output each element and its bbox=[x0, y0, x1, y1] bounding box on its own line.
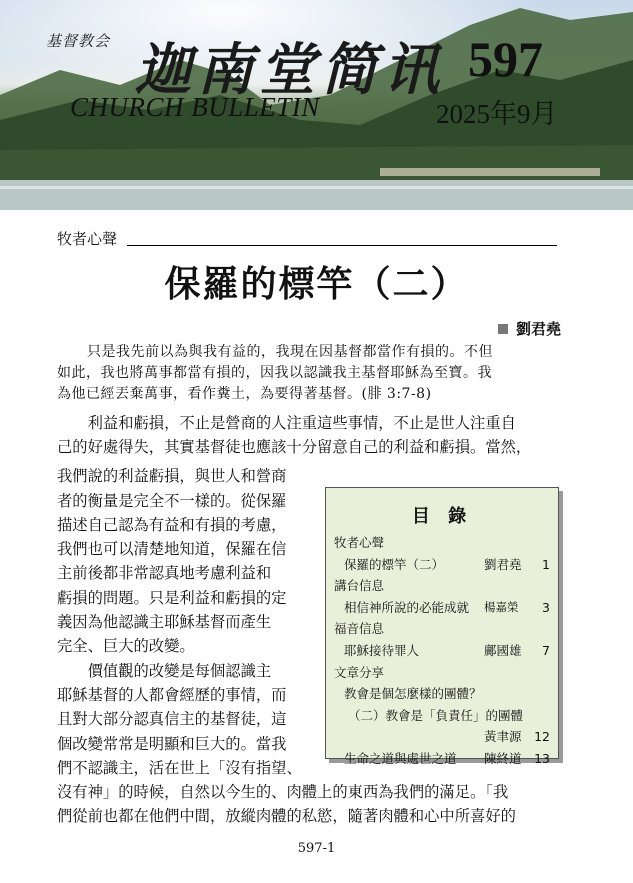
article-title: 保羅的標竿（二） bbox=[164, 264, 469, 305]
toc-entry[interactable] bbox=[334, 640, 550, 662]
toc-entry-author: 鄺國雄 bbox=[484, 642, 522, 658]
body-line: 且對大部分認真信主的基督徒，這 bbox=[57, 710, 287, 728]
toc-entry-author: 黃聿源 bbox=[484, 729, 522, 745]
bulletin-calligraphy-title: 迦南堂简讯 bbox=[135, 37, 445, 103]
author-name: 劉君堯 bbox=[515, 320, 561, 338]
toc-entry-title: （二）教會是「負責任」的團體 bbox=[348, 707, 524, 723]
toc-category[interactable] bbox=[334, 618, 550, 640]
toc-entry[interactable] bbox=[334, 554, 550, 576]
body-line: 利益和虧損，不止是營商的人注重這些事情，不止是世人注重自 bbox=[57, 414, 516, 432]
body-line: 完全、巨大的改變。 bbox=[57, 637, 195, 655]
toc-entry[interactable] bbox=[334, 705, 550, 727]
table-of-contents bbox=[325, 487, 559, 766]
toc-title: 目 錄 bbox=[411, 506, 473, 527]
quote-line: 為他已經丟棄萬事，看作糞土，為要得著基督。(腓 3:7-8) bbox=[57, 386, 432, 402]
issue-number: 597 bbox=[468, 31, 543, 87]
toc-entry-page: 1 bbox=[542, 556, 550, 572]
toc-entry-title: 福音信息 bbox=[334, 621, 385, 637]
toc-entry-page: 13 bbox=[534, 750, 550, 766]
toc-entry-page: 3 bbox=[542, 599, 550, 615]
toc-category[interactable] bbox=[334, 532, 550, 554]
toc-list bbox=[334, 532, 550, 770]
body-line: 我們也可以清楚地知道，保羅在信 bbox=[57, 540, 287, 558]
body-line: 耶穌基督的人都會經歷的事情，而 bbox=[57, 686, 287, 704]
toc-entry[interactable] bbox=[334, 683, 550, 705]
toc-entry-title: 牧者心聲 bbox=[334, 535, 385, 550]
toc-entry[interactable] bbox=[334, 726, 550, 748]
toc-entry[interactable] bbox=[334, 748, 550, 770]
section-label: 牧者心聲 bbox=[57, 230, 118, 248]
toc-entry-page: 12 bbox=[534, 729, 550, 745]
toc-entry-title: 保羅的標竿（二） bbox=[344, 556, 445, 572]
bulletin-english-title: CHURCH BULLETIN bbox=[70, 92, 320, 122]
section-divider bbox=[127, 245, 557, 246]
toc-entry-title: 教會是個怎麼樣的團體？ bbox=[344, 686, 482, 702]
toc-entry[interactable] bbox=[334, 597, 550, 619]
body-line: 我們說的利益虧損，與世人和營商 bbox=[57, 467, 287, 485]
body-line: 沒有神」的時候，自然以今生的、肉體上的東西為我們的滿足。「我 bbox=[57, 783, 509, 801]
toc-entry-title: 耶穌接待罪人 bbox=[344, 642, 420, 658]
body-line: 虧損的問題。只是利益和虧損的定 bbox=[57, 589, 287, 607]
toc-entry-author: 楊嘉榮 bbox=[484, 599, 519, 614]
toc-entry-title: 相信神所說的必能成就 bbox=[344, 599, 470, 615]
body-line: 描述自己認為有益和有損的考慮， bbox=[57, 516, 287, 534]
body-line: 義因為他認識主耶穌基督而產生 bbox=[57, 613, 272, 631]
square-bullet-icon bbox=[498, 324, 508, 334]
toc-entry-author: 陳終道 bbox=[484, 750, 522, 766]
toc-entry-title: 文章分享 bbox=[334, 664, 385, 680]
toc-entry-page: 7 bbox=[542, 642, 550, 658]
church-name-small: 基督教会 bbox=[46, 32, 111, 50]
body-line: 主前後都非常認真地考慮利益和 bbox=[57, 564, 272, 582]
masthead-banner bbox=[0, 0, 633, 210]
toc-category[interactable] bbox=[334, 575, 550, 597]
scripture-quote bbox=[57, 342, 562, 405]
body-line: 們不認識主，活在世上「沒有指望、 bbox=[57, 759, 302, 777]
quote-line: 只是我先前以為與我有益的，我現在因基督都當作有損的。不但 bbox=[87, 344, 493, 360]
body-line: 己的好處得失，其實基督徒也應該十分留意自己的利益和虧損。當然， bbox=[57, 438, 532, 456]
body-line: 者的衡量是完全不一樣的。從保羅 bbox=[57, 492, 287, 510]
page-number: 597-1 bbox=[297, 841, 336, 856]
issue-date: 2025年9月 bbox=[436, 99, 558, 129]
quote-line: 如此，我也將萬事都當有損的，因我以認識我主基督耶穌為至寶。我 bbox=[57, 365, 492, 381]
body-line: 價值觀的改變是每個認識主 bbox=[57, 662, 272, 680]
body-line: 個改變常常是明顯和巨大的。當我 bbox=[57, 735, 287, 753]
toc-entry-title: 講台信息 bbox=[334, 578, 385, 594]
toc-entry-title: 生命之道與處世之道 bbox=[344, 750, 457, 766]
toc-entry-author: 劉君堯 bbox=[484, 556, 522, 572]
article-author bbox=[498, 318, 561, 339]
body-line: 們從前也都在他們中間，放縱肉體的私慾，隨著肉體和心中所喜好的 bbox=[57, 807, 516, 825]
toc-category[interactable] bbox=[334, 662, 550, 684]
